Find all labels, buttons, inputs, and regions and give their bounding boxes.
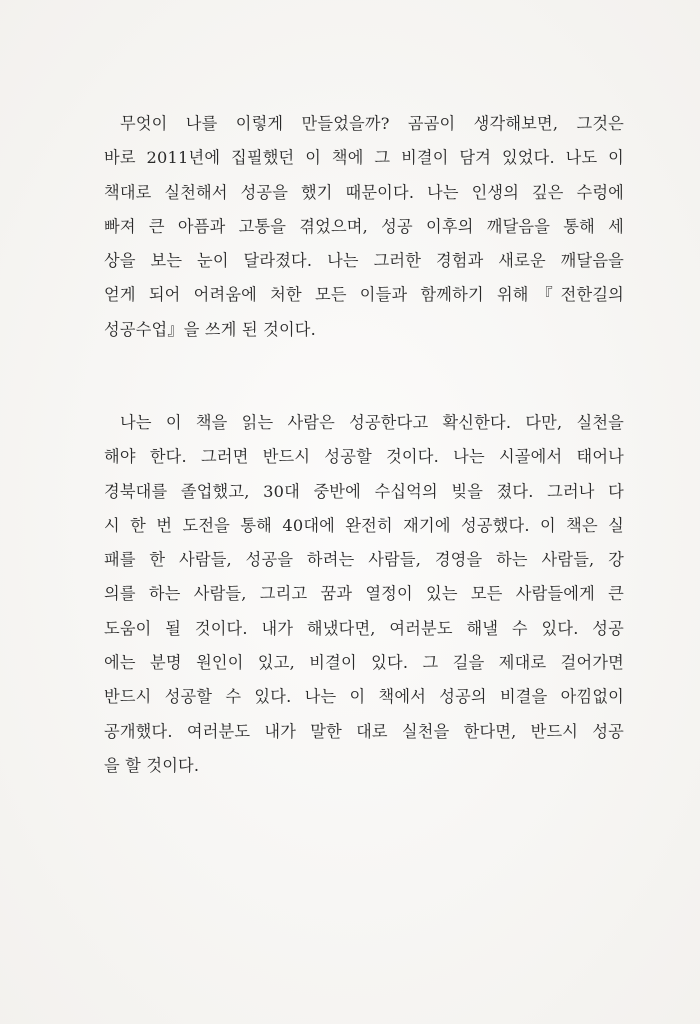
text-line: 반드시 성공할 수 있다. 나는 이 책에서 성공의 비결을 아낌없이 bbox=[104, 687, 624, 707]
text-line: 에는 분명 원인이 있고, 비결이 있다. 그 길을 제대로 걸어가면 bbox=[104, 653, 624, 673]
text-line: 을 할 것이다. bbox=[104, 755, 200, 775]
text-line: 바로 2011년에 집필했던 이 책에 그 비결이 담겨 있었다. 나도 이 bbox=[104, 148, 624, 168]
text-line: 빠져 큰 아픔과 고통을 겪었으며, 성공 이후의 깨달음을 통해 세 bbox=[104, 216, 624, 236]
text-line: 나는 이 책을 읽는 사람은 성공한다고 확신한다. 다만, 실천을 bbox=[120, 413, 624, 432]
text-line: 공개했다. 여러분도 내가 말한 대로 실천을 한다면, 반드시 성공 bbox=[104, 721, 624, 741]
text-line: 상을 보는 눈이 달라졌다. 나는 그러한 경험과 새로운 깨달음을 bbox=[104, 251, 624, 271]
text-line: 해야 한다. 그러면 반드시 성공할 것이다. 나는 시골에서 태어나 bbox=[104, 447, 624, 467]
text-line: 도움이 될 것이다. 내가 해냈다면, 여러분도 해낼 수 있다. 성공 bbox=[104, 618, 624, 638]
text-line: 시 한 번 도전을 통해 40대에 완전히 재기에 성공했다. 이 책은 실 bbox=[104, 515, 624, 535]
text-line: 얻게 되어 어려움에 처한 모든 이들과 함께하기 위해『전한길의 bbox=[104, 285, 624, 305]
text-line: 성공수업』을 쓰게 된 것이다. bbox=[104, 319, 316, 339]
text-line: 패를 한 사람들, 성공을 하려는 사람들, 경영을 하는 사람들, 강 bbox=[104, 550, 624, 570]
text-line: 책대로 실천해서 성공을 했기 때문이다. 나는 인생의 깊은 수렁에 bbox=[104, 182, 624, 202]
text-line: 경북대를 졸업했고, 30대 중반에 수십억의 빚을 졌다. 그러나 다 bbox=[104, 481, 624, 501]
paragraph-1 bbox=[104, 107, 624, 347]
text-line: 무엇이 나를 이렇게 만들었을까? 곰곰이 생각해보면, 그것은 bbox=[120, 114, 624, 133]
paragraph-2 bbox=[104, 406, 624, 783]
text-line: 의를 하는 사람들, 그리고 꿈과 열정이 있는 모든 사람들에게 큰 bbox=[104, 584, 624, 604]
